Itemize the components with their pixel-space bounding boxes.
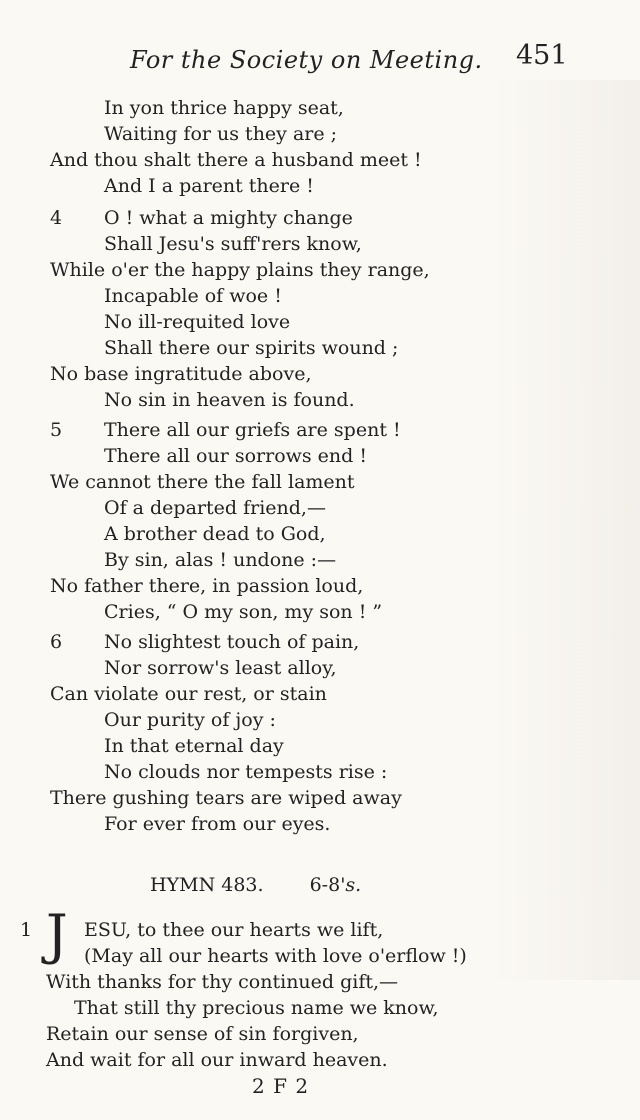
verse-line: And I a parent there ! xyxy=(104,175,314,197)
verse-line: No father there, in passion loud, xyxy=(50,575,364,597)
verse-line: For ever from our eyes. xyxy=(104,813,331,835)
verse-line: There all our sorrows end ! xyxy=(104,445,368,467)
page-number: 451 xyxy=(516,40,568,71)
verse-line: And wait for all our inward heaven. xyxy=(46,1049,388,1071)
verse-line: Nor sorrow's least alloy, xyxy=(104,657,337,679)
meter-number: 6-8 xyxy=(309,874,341,896)
verse-line: A brother dead to God, xyxy=(104,523,326,545)
verse-line: Our purity of joy : xyxy=(104,709,276,731)
hymn-heading xyxy=(150,874,361,896)
verse-line: We cannot there the fall lament xyxy=(50,471,355,493)
verse-line: (May all our hearts with love o'erflow !) xyxy=(84,945,467,967)
verse-line: No sin in heaven is found. xyxy=(104,389,355,411)
running-header-title: For the Society on Meeting. xyxy=(130,46,483,74)
verse-line: Shall there our spirits wound ; xyxy=(104,337,399,359)
verse-line: By sin, alas ! undone :— xyxy=(104,549,337,571)
verse-line: No ill-requited love xyxy=(104,311,291,333)
verse-line: Of a departed friend,— xyxy=(104,497,326,519)
verse-line: Can violate our rest, or stain xyxy=(50,683,327,705)
verse-line: Cries, “ O my son, my son ! ” xyxy=(104,601,383,623)
verse-line: Retain our sense of sin forgiven, xyxy=(46,1023,359,1045)
verse-line: In that eternal day xyxy=(104,735,284,757)
stanza-number: 4 xyxy=(50,207,63,229)
facing-page-bleed xyxy=(490,80,640,980)
verse-line: ESU, to thee our hearts we lift, xyxy=(84,919,384,941)
verse-line: There all our griefs are spent ! xyxy=(104,419,401,441)
verse-line: No slightest touch of pain, xyxy=(104,631,360,653)
verse-line: No base ingratitude above, xyxy=(50,363,312,385)
signature-mark: 2 F 2 xyxy=(252,1074,310,1098)
verse-line: No clouds nor tempests rise : xyxy=(104,761,388,783)
verse-line: That still thy precious name we know, xyxy=(74,997,439,1019)
verse-line: There gushing tears are wiped away xyxy=(50,787,402,809)
verse-line: Shall Jesu's suff'rers know, xyxy=(104,233,362,255)
verse-line: And thou shalt there a husband meet ! xyxy=(50,149,422,171)
hymn-title: HYMN 483. xyxy=(150,874,264,896)
stanza-number: 6 xyxy=(50,631,63,653)
meter-suffix: 's. xyxy=(340,874,362,896)
verse-line: Waiting for us they are ; xyxy=(104,123,338,145)
verse-line: With thanks for thy continued gift,— xyxy=(46,971,399,993)
verse-line: Incapable of woe ! xyxy=(104,285,282,307)
stanza-number: 5 xyxy=(50,419,63,441)
verse-line: O ! what a mighty change xyxy=(104,207,353,229)
stanza-number: 1 xyxy=(20,919,33,941)
drop-cap-letter: J xyxy=(46,903,68,966)
verse-line: In yon thrice happy seat, xyxy=(104,97,344,119)
hymn-meter xyxy=(310,874,362,896)
verse-line: While o'er the happy plains they range, xyxy=(50,259,430,281)
